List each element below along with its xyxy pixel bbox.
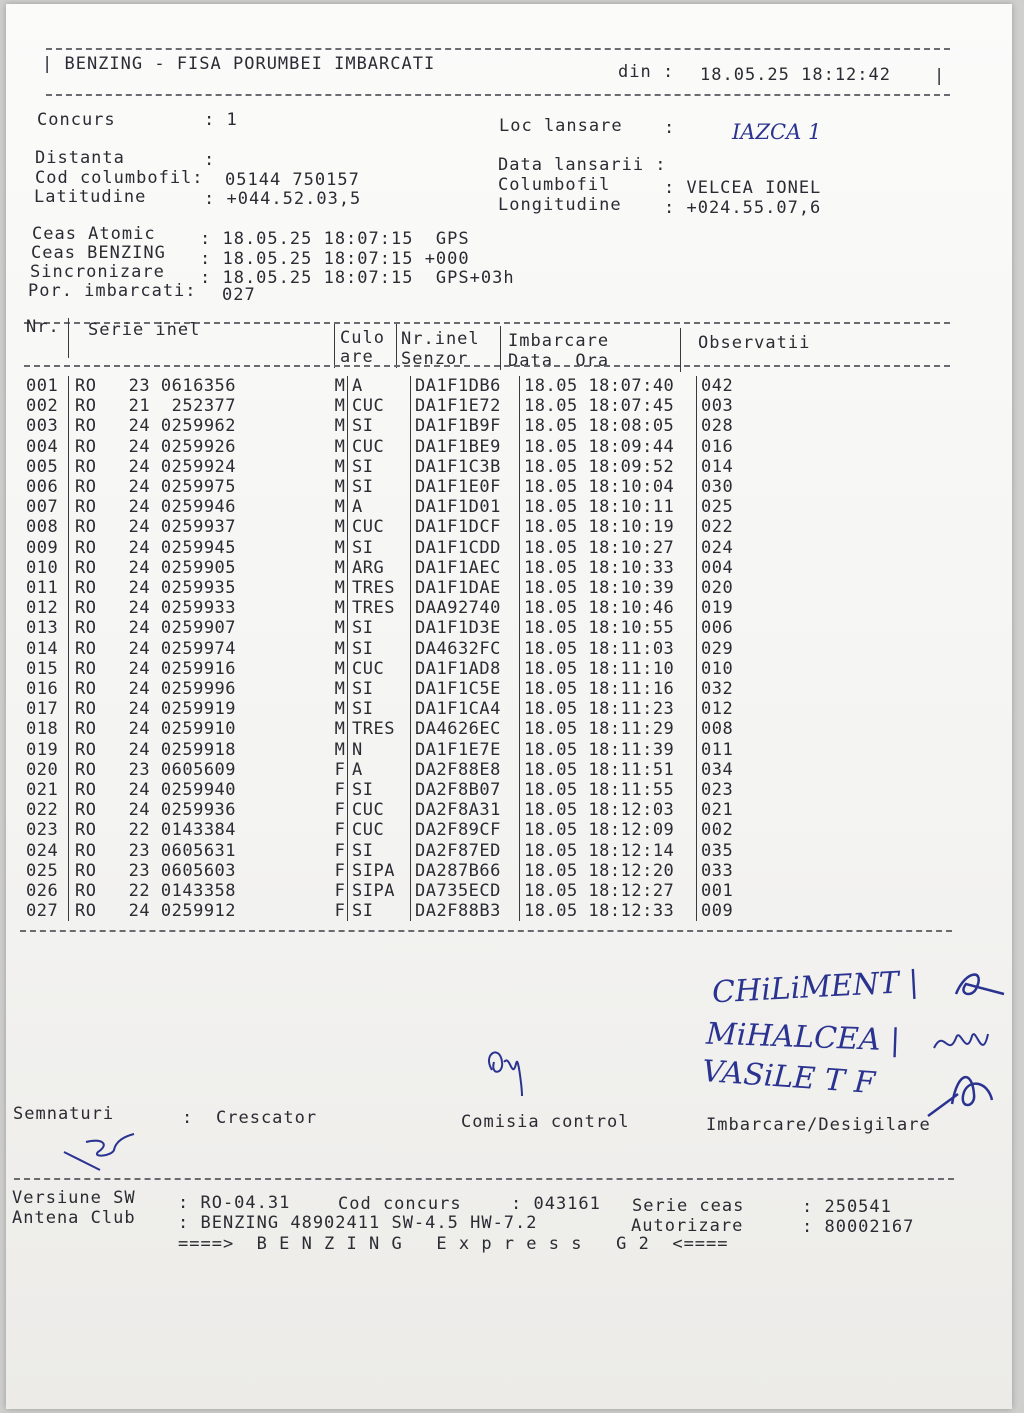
latitudine-label: Latitudine [34, 187, 147, 207]
cell-sensor: DA1F1D3E [411, 618, 520, 638]
cell-sensor: DA2F88E8 [411, 760, 520, 780]
cell-color: SI [348, 679, 411, 699]
cell-boarding-datetime: 18.05 18:12:03 [520, 800, 697, 820]
cell-boarding-datetime: 18.05 18:12:27 [520, 881, 697, 901]
cell-observatii: 020 [697, 578, 762, 598]
col-header-observatii: Observatii [698, 333, 811, 353]
col-header-culoare-cont: are [340, 347, 374, 367]
cell-sex: F [334, 759, 346, 780]
cell-boarding-datetime: 18.05 18:11:03 [520, 639, 697, 659]
cell-boarding-datetime: 18.05 18:10:19 [520, 517, 697, 537]
header-end-bar: | [934, 66, 946, 86]
print-sheet [6, 4, 1012, 1409]
cell-boarding-datetime: 18.05 18:11:23 [520, 699, 697, 719]
table-row [26, 639, 761, 659]
cell-ring-series: RO 24 0259905 [69, 558, 334, 578]
cell-boarding-datetime: 18.05 18:07:40 [520, 376, 697, 396]
printout-date-label: din : [618, 62, 675, 82]
cell-sex: M [334, 598, 346, 619]
cell-color: TRES [348, 719, 411, 739]
table-row [26, 578, 761, 598]
cell-ring-series: RO 24 0259935 [69, 578, 334, 598]
cell-boarding-datetime: 18.05 18:09:44 [520, 437, 697, 457]
cell-ring-series: RO 24 0259919 [69, 699, 334, 719]
table-row [26, 780, 761, 800]
cell-nr: 027 [26, 901, 59, 922]
cell-sex: M [334, 436, 346, 457]
cell-color: SI [348, 477, 411, 497]
signature-scribble-1 [936, 964, 1008, 1004]
table-row [26, 457, 761, 477]
cell-boarding-datetime: 18.05 18:10:55 [520, 618, 697, 638]
cell-sex: M [334, 456, 346, 477]
cell-color: SI [348, 457, 411, 477]
loc-lansare-handwritten: IAZCA 1 [732, 120, 822, 144]
cell-sex: M [334, 557, 346, 578]
cell-sensor: DA1F1DAE [411, 578, 520, 598]
cell-sensor: DA1F1C3B [411, 457, 520, 477]
cell-boarding-datetime: 18.05 18:10:33 [520, 558, 697, 578]
table-row [26, 800, 761, 820]
cell-observatii: 024 [697, 538, 762, 558]
cell-sensor: DAA92740 [411, 598, 520, 618]
table-row [26, 659, 761, 679]
cell-ring-series: RO 23 0605609 [69, 760, 334, 780]
signature-imbarcare-label: Imbarcare/Desigilare [706, 1115, 931, 1135]
cell-nr: 026 [26, 881, 59, 902]
col-header-culo: Culo [340, 328, 385, 348]
cod-concurs-label: Cod concurs [338, 1194, 462, 1214]
loc-lansare-colon: : [664, 118, 676, 138]
cell-ring-series: RO 24 0259936 [69, 800, 334, 820]
header-divider [396, 324, 397, 368]
cell-observatii: 010 [697, 659, 762, 679]
table-row [26, 679, 761, 699]
col-header-imbarcare: Imbarcare [508, 331, 610, 351]
cell-sensor: DA1F1BE9 [411, 437, 520, 457]
cell-sensor: DA1F1E7E [411, 740, 520, 760]
cell-boarding-datetime: 18.05 18:10:39 [520, 578, 697, 598]
cell-nr: 005 [26, 456, 59, 477]
cell-color: SI [348, 699, 411, 719]
autorizare-value: : 80002167 [802, 1217, 915, 1237]
cell-color: SI [348, 901, 411, 921]
table-row [26, 538, 761, 558]
cell-boarding-datetime: 18.05 18:11:55 [520, 780, 697, 800]
cell-nr: 020 [26, 759, 59, 780]
porumbei-imbarcati-label: Por. imbarcati: [28, 281, 197, 301]
footer-top-rule [14, 1178, 954, 1180]
cell-ring-series: RO 23 0605631 [69, 841, 334, 861]
cell-ring-series: RO 24 0259926 [69, 437, 334, 457]
cell-color: CUC [348, 659, 411, 679]
cell-sensor: DA287B66 [411, 861, 520, 881]
pigeon-table [26, 376, 761, 921]
cell-ring-series: RO 24 0259924 [69, 457, 334, 477]
cell-sex: F [334, 820, 346, 841]
table-row [26, 699, 761, 719]
table-row [26, 760, 761, 780]
col-header-nr-inel: Nr.inel [401, 329, 480, 349]
cell-observatii: 006 [697, 618, 762, 638]
cell-sex: F [334, 800, 346, 821]
cell-color: SIPA [348, 861, 411, 881]
cell-color: SI [348, 618, 411, 638]
table-row [26, 901, 761, 921]
cod-columbofil-value: 05144 750157 [225, 170, 360, 190]
cell-observatii: 030 [697, 477, 762, 497]
concurs-label: Concurs [37, 110, 116, 130]
cell-ring-series: RO 24 0259975 [69, 477, 334, 497]
cell-nr: 019 [26, 739, 59, 760]
longitudine-label: Longitudine [498, 195, 622, 215]
cell-observatii: 029 [697, 639, 762, 659]
cell-observatii: 002 [697, 820, 762, 840]
antena-club-value: : BENZING 48902411 SW-4.5 HW-7.2 [178, 1213, 538, 1233]
cell-color: CUC [348, 396, 411, 416]
cell-sex: M [334, 679, 346, 700]
cell-ring-series: RO 24 0259916 [69, 659, 334, 679]
cell-sensor: DA1F1D01 [411, 497, 520, 517]
serie-ceas-value: : 250541 [802, 1197, 892, 1217]
cell-nr: 011 [26, 578, 59, 599]
cell-ring-series: RO 24 0259974 [69, 639, 334, 659]
cell-sex: M [334, 497, 346, 518]
cell-sensor: DA1F1C5E [411, 679, 520, 699]
cell-color: N [348, 740, 411, 760]
cell-sensor: DA1F1CA4 [411, 699, 520, 719]
cell-nr: 009 [26, 537, 59, 558]
cell-color: SI [348, 780, 411, 800]
cell-ring-series: RO 24 0259996 [69, 679, 334, 699]
table-bottom-rule [20, 930, 952, 932]
versiune-sw-label: Versiune SW [12, 1188, 136, 1208]
table-row [26, 558, 761, 578]
ceas-atomic-value: : 18.05.25 18:07:15 GPS [200, 229, 470, 249]
cell-nr: 023 [26, 820, 59, 841]
cell-sensor: DA2F89CF [411, 820, 520, 840]
table-row [26, 497, 761, 517]
cell-sex: M [334, 638, 346, 659]
cell-sex: M [334, 376, 346, 396]
document-title: | BENZING - FISA PORUMBEI IMBARCATI [42, 54, 436, 74]
col-header-nr: Nr. [26, 317, 60, 337]
handwritten-name-3: VASiLE T F [700, 1054, 877, 1101]
header-divider [334, 324, 335, 368]
cell-observatii: 019 [697, 598, 762, 618]
cell-observatii: 032 [697, 679, 762, 699]
longitudine-value: : +024.55.07,6 [664, 198, 822, 218]
cell-boarding-datetime: 18.05 18:11:16 [520, 679, 697, 699]
table-row [26, 598, 761, 618]
cell-boarding-datetime: 18.05 18:11:51 [520, 760, 697, 780]
cell-sensor: DA1F1CDD [411, 538, 520, 558]
data-lansarii-label: Data lansarii : [498, 155, 667, 175]
cell-sex: F [334, 840, 346, 861]
cell-observatii: 012 [697, 699, 762, 719]
cell-sex: M [334, 658, 346, 679]
latitudine-value: : +044.52.03,5 [204, 189, 362, 209]
cell-ring-series: RO 24 0259945 [69, 538, 334, 558]
cell-sex: M [334, 416, 346, 437]
cell-nr: 007 [26, 497, 59, 518]
antena-club-label: Antena Club [12, 1208, 136, 1228]
distanta-value: : [204, 150, 216, 170]
cell-observatii: 023 [697, 780, 762, 800]
header-divider [68, 318, 69, 358]
cell-nr: 004 [26, 436, 59, 457]
cell-sex: M [334, 719, 346, 740]
cell-color: SI [348, 639, 411, 659]
cell-ring-series: RO 24 0259910 [69, 719, 334, 739]
cell-ring-series: RO 24 0259937 [69, 517, 334, 537]
cell-boarding-datetime: 18.05 18:12:09 [520, 820, 697, 840]
cell-color: A [348, 376, 411, 396]
cell-boarding-datetime: 18.05 18:07:45 [520, 396, 697, 416]
cell-boarding-datetime: 18.05 18:11:10 [520, 659, 697, 679]
table-row [26, 416, 761, 436]
cell-sensor: DA1F1DCF [411, 517, 520, 537]
loc-lansare-label: Loc lansare [499, 116, 623, 136]
cell-nr: 016 [26, 679, 59, 700]
table-row [26, 376, 761, 396]
cell-ring-series: RO 24 0259962 [69, 416, 334, 436]
cell-boarding-datetime: 18.05 18:08:05 [520, 416, 697, 436]
cell-nr: 018 [26, 719, 59, 740]
cell-sensor: DA1F1E72 [411, 396, 520, 416]
printout-date-value: 18.05.25 18:12:42 [700, 65, 891, 85]
cell-sex: M [334, 699, 346, 720]
cod-columbofil-label: Cod columbofil: [35, 168, 204, 188]
cell-nr: 008 [26, 517, 59, 538]
header-top-rule [46, 48, 950, 50]
table-row [26, 881, 761, 901]
cell-observatii: 025 [697, 497, 762, 517]
cell-observatii: 004 [697, 558, 762, 578]
ceas-benzing-label: Ceas BENZING [31, 243, 166, 263]
handwritten-name-1: CHiLiMENT | [711, 964, 920, 1011]
benzing-express-banner: ====> B E N Z I N G E x p r e s s G 2 <==== [178, 1234, 729, 1254]
table-row [26, 396, 761, 416]
signature-comisia-label: Comisia control [461, 1112, 630, 1132]
signature-crescator-label: Crescator [216, 1108, 318, 1128]
cell-sensor: DA1F1AEC [411, 558, 520, 578]
cell-sex: M [334, 618, 346, 639]
versiune-sw-value: : RO-04.31 [178, 1193, 291, 1213]
cell-observatii: 028 [697, 416, 762, 436]
cell-nr: 022 [26, 800, 59, 821]
ceas-atomic-label: Ceas Atomic [32, 224, 156, 244]
cell-ring-series: RO 24 0259907 [69, 618, 334, 638]
cell-nr: 012 [26, 598, 59, 619]
semnaturi-colon: : [182, 1108, 194, 1128]
cell-boarding-datetime: 18.05 18:12:33 [520, 901, 697, 921]
cell-observatii: 034 [697, 760, 762, 780]
cell-nr: 013 [26, 618, 59, 639]
cell-sex: M [334, 477, 346, 498]
cell-color: CUC [348, 800, 411, 820]
table-row [26, 861, 761, 881]
table-row [26, 618, 761, 638]
signature-scribble-3 [918, 1064, 1004, 1120]
cell-sensor: DA4626EC [411, 719, 520, 739]
cell-observatii: 035 [697, 841, 762, 861]
signature-scribble-breeder [56, 1122, 146, 1178]
cell-sensor: DA1F1B9F [411, 416, 520, 436]
cell-boarding-datetime: 18.05 18:10:04 [520, 477, 697, 497]
col-header-data-ora: Data Ora [508, 351, 610, 371]
cell-color: A [348, 760, 411, 780]
table-row [26, 477, 761, 497]
cell-nr: 006 [26, 477, 59, 498]
sincronizare-value: : 18.05.25 18:07:15 GPS+03h [200, 268, 515, 288]
cell-boarding-datetime: 18.05 18:11:39 [520, 740, 697, 760]
handwritten-name-2: MiHALCEA | [705, 1016, 901, 1059]
autorizare-label: Autorizare [631, 1216, 744, 1236]
cell-color: CUC [348, 517, 411, 537]
cell-sensor: DA735ECD [411, 881, 520, 901]
cell-observatii: 016 [697, 437, 762, 457]
cell-boarding-datetime: 18.05 18:12:20 [520, 861, 697, 881]
table-row [26, 517, 761, 537]
columbofil-label: Columbofil [498, 175, 611, 195]
cell-color: SI [348, 841, 411, 861]
cell-sex: M [334, 396, 346, 417]
header-divider [500, 326, 501, 370]
cell-sensor: DA1F1E0F [411, 477, 520, 497]
signature-scribble-2 [926, 1018, 1006, 1068]
cell-nr: 010 [26, 557, 59, 578]
cell-observatii: 014 [697, 457, 762, 477]
cell-sensor: DA2F88B3 [411, 901, 520, 921]
cell-nr: 001 [26, 376, 59, 396]
cell-observatii: 042 [697, 376, 762, 396]
cell-nr: 003 [26, 416, 59, 437]
cell-ring-series: RO 23 0605603 [69, 861, 334, 881]
cell-ring-series: RO 22 0143358 [69, 881, 334, 901]
table-row [26, 820, 761, 840]
cell-sex: F [334, 860, 346, 881]
cell-color: SIPA [348, 881, 411, 901]
cod-concurs-value: : 043161 [511, 1194, 601, 1214]
cell-boarding-datetime: 18.05 18:11:29 [520, 719, 697, 739]
porumbei-imbarcati-value: 027 [222, 285, 256, 305]
cell-nr: 002 [26, 396, 59, 417]
cell-ring-series: RO 24 0259918 [69, 740, 334, 760]
cell-sensor: DA4632FC [411, 639, 520, 659]
cell-sensor: DA1F1DB6 [411, 376, 520, 396]
cell-observatii: 033 [697, 861, 762, 881]
cell-nr: 024 [26, 840, 59, 861]
signature-scribble-commission [478, 1040, 538, 1098]
cell-color: TRES [348, 578, 411, 598]
cell-color: SI [348, 538, 411, 558]
table-row [26, 740, 761, 760]
cell-observatii: 008 [697, 719, 762, 739]
concurs-value: : 1 [204, 110, 238, 130]
table-header-rule [24, 365, 950, 367]
cell-nr: 014 [26, 638, 59, 659]
serie-ceas-label: Serie ceas [632, 1196, 745, 1216]
semnaturi-label: Semnaturi [13, 1104, 115, 1124]
cell-color: CUC [348, 820, 411, 840]
columbofil-value: : VELCEA IONEL [664, 178, 822, 198]
cell-observatii: 011 [697, 740, 762, 760]
cell-sex: M [334, 578, 346, 599]
cell-observatii: 021 [697, 800, 762, 820]
cell-sex: M [334, 739, 346, 760]
cell-observatii: 001 [697, 881, 762, 901]
cell-sex: F [334, 780, 346, 801]
cell-sensor: DA2F8A31 [411, 800, 520, 820]
cell-boarding-datetime: 18.05 18:10:11 [520, 497, 697, 517]
header-bottom-rule [46, 94, 950, 96]
cell-color: ARG [348, 558, 411, 578]
cell-color: SI [348, 416, 411, 436]
cell-observatii: 009 [697, 901, 762, 921]
cell-ring-series: RO 24 0259940 [69, 780, 334, 800]
ceas-benzing-value: : 18.05.25 18:07:15 +000 [200, 249, 470, 269]
cell-nr: 025 [26, 860, 59, 881]
cell-sex: M [334, 517, 346, 538]
cell-ring-series: RO 22 0143384 [69, 820, 334, 840]
distanta-label: Distanta [35, 148, 125, 168]
cell-nr: 017 [26, 699, 59, 720]
cell-ring-series: RO 24 0259912 [69, 901, 334, 921]
cell-ring-series: RO 21 252377 [69, 396, 334, 416]
cell-sensor: DA2F87ED [411, 841, 520, 861]
cell-nr: 021 [26, 780, 59, 801]
col-header-serie-inel: Serie inel [88, 320, 201, 340]
cell-sex: F [334, 881, 346, 902]
cell-color: CUC [348, 437, 411, 457]
cell-sensor: DA2F8B07 [411, 780, 520, 800]
cell-sensor: DA1F1AD8 [411, 659, 520, 679]
cell-boarding-datetime: 18.05 18:09:52 [520, 457, 697, 477]
cell-boarding-datetime: 18.05 18:10:27 [520, 538, 697, 558]
cell-color: A [348, 497, 411, 517]
cell-color: TRES [348, 598, 411, 618]
cell-sex: M [334, 537, 346, 558]
sincronizare-label: Sincronizare [30, 262, 165, 282]
cell-observatii: 003 [697, 396, 762, 416]
cell-ring-series: RO 23 0616356 [69, 376, 334, 396]
table-row [26, 841, 761, 861]
cell-nr: 015 [26, 658, 59, 679]
cell-observatii: 022 [697, 517, 762, 537]
cell-sex: F [334, 901, 346, 922]
table-row [26, 719, 761, 739]
cell-boarding-datetime: 18.05 18:12:14 [520, 841, 697, 861]
cell-ring-series: RO 24 0259946 [69, 497, 334, 517]
cell-ring-series: RO 24 0259933 [69, 598, 334, 618]
cell-boarding-datetime: 18.05 18:10:46 [520, 598, 697, 618]
table-row [26, 437, 761, 457]
col-header-senzor: Senzor [401, 349, 469, 369]
